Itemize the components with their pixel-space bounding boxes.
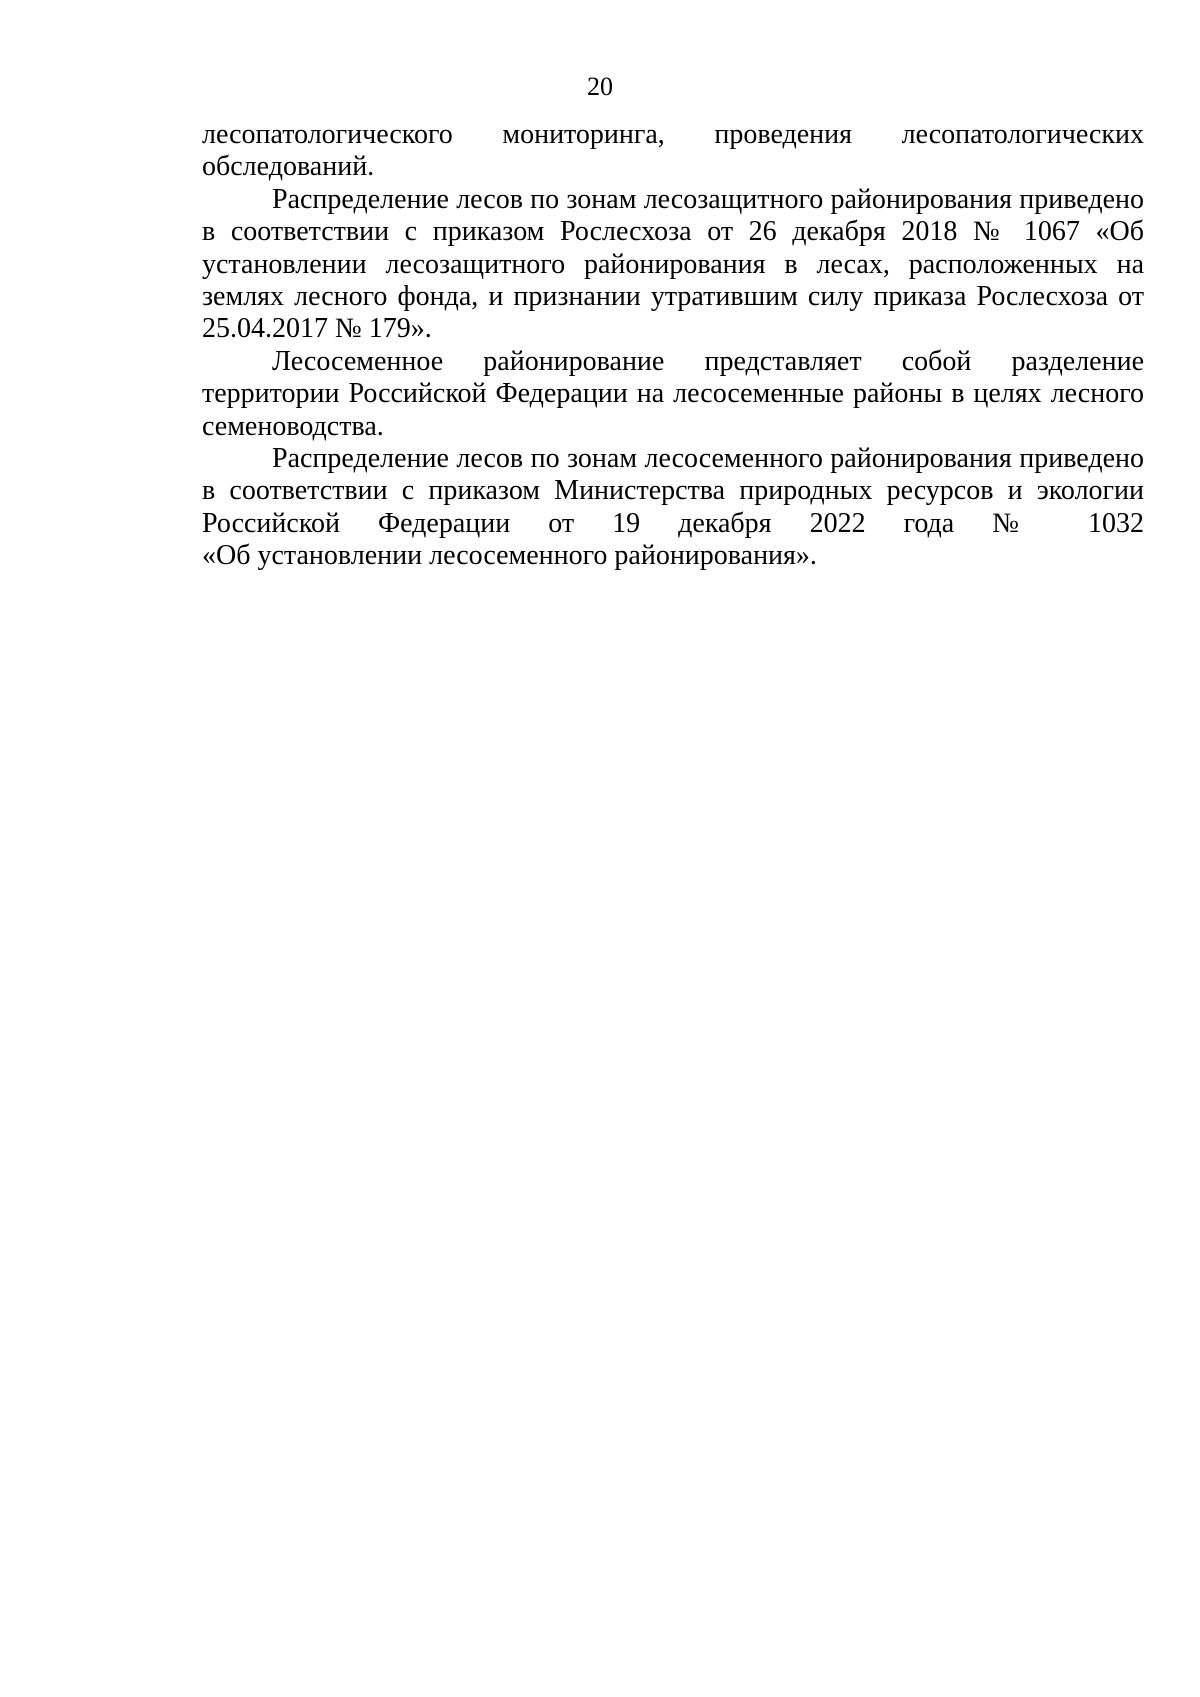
text-line: Лесосеменное районирование представляет собой разделение (272, 345, 1144, 377)
text-line: Распределение лесов по зонам лесозащитного районирования приведено (272, 183, 1144, 215)
text-line: 25.04.2017 № 179». (202, 313, 432, 345)
text-line: семеноводства. (202, 410, 384, 442)
paragraph-forest-protection-zoning (202, 184, 1144, 346)
text-line: лесопатологического мониторинга, проведения лесопатологических (202, 119, 1144, 150)
text-line: в соответствии с приказом Министерства природных ресурсов и экологии (202, 475, 1144, 507)
text-line: установлении лесозащитного районирования в лесах, расположенных на (202, 248, 1144, 280)
text-line: обследований. (202, 151, 375, 183)
paragraph-seed-zoning-definition (202, 346, 1144, 443)
text-line: землях лесного фонда, и признании утратившим силу приказа Рослесхоза от (202, 281, 1144, 313)
paragraph-monitoring (202, 119, 1144, 184)
text-line: в соответствии с приказом Рослесхоза от 26 декабря 2018 № 1067 «Об (202, 216, 1144, 248)
page-number: 20 (587, 72, 613, 101)
text-line: «Об установлении лесосеменного районирования». (202, 540, 817, 572)
paragraph-seed-zoning-order (202, 443, 1144, 573)
text-line: Распределение лесов по зонам лесосеменного районирования приведено (272, 443, 1144, 475)
text-line: территории Российской Федерации на лесосеменные районы в целях лесного (202, 378, 1144, 410)
text-line: Российской Федерации от 19 декабря 2022 года № 1032 (202, 507, 1144, 539)
document-body (202, 119, 1144, 573)
